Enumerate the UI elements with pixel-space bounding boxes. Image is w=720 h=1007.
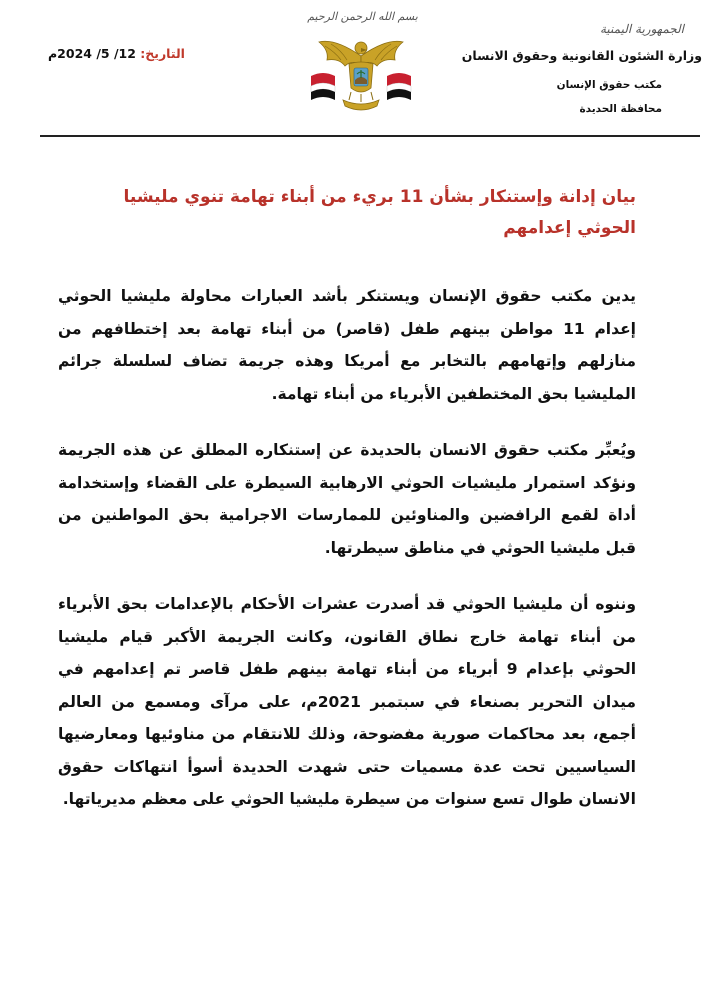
document-date bbox=[48, 46, 185, 61]
basmala-text: بسم الله الرحمن الرحيم bbox=[307, 10, 418, 23]
paragraph-2: ويُعبِّر مكتب حقوق الانسان بالحديدة عن إستنكاره المطلق عن هذه الجريمة ونؤكد استمرار مليشيات الحوثي الارهابية السيطرة على القضاء وإستخدامة أداة لقمع الرافضين والمناوئين للممارسات الاجرامية بحق المواطنين من قبل مليشيا الحوثي في مناطق سيطرتها. bbox=[58, 441, 636, 557]
office-name: مكتب حقوق الإنسان bbox=[556, 79, 662, 91]
yemen-eagle-emblem-icon bbox=[305, 30, 417, 118]
ministry-name: وزارة الشئون القانونية وحقوق الانسان bbox=[461, 48, 702, 63]
letterhead-right bbox=[446, 22, 706, 115]
paragraph-1: يدين مكتب حقوق الإنسان ويستنكر بأشد العبارات محاولة مليشيا الحوثي إعدام 11 مواطن بينهم طفل (قاصر) من أبناء تهامة بعد إختطافهم من منازلهم وإتهامهم بالتخابر مع أمريكا وهذه جريمة تضاف لسلسلة جرائم المليشيا بحق المختطفين الأبرياء من أبناء تهامة. bbox=[58, 287, 636, 403]
date-value: 12/ 5/ 2024م bbox=[48, 46, 136, 61]
statement-title: بيان إدانة وإستنكار بشأن 11 بريء من أبناء تهامة تنوي مليشيا الحوثي إعدامهم bbox=[123, 187, 636, 238]
governorate-name: محافظة الحديدة bbox=[579, 103, 662, 115]
republic-name: الجمهورية اليمنية bbox=[599, 22, 684, 36]
statement-body bbox=[58, 280, 636, 840]
header-divider bbox=[40, 135, 700, 137]
date-label: التاريخ: bbox=[140, 46, 185, 61]
paragraph-3: وننوه أن مليشيا الحوثي قد أصدرت عشرات الأحكام بالإعدامات بحق الأبرياء من أبناء تهامة خارج نطاق القانون، وكانت الجريمة الأكبر قيام مليشيا الحوثي بإعدام 9 أبرياء من أبناء تهامة بينهم طفل قاصر تم إعدامهم في ميدان التحرير بصنعاء في سبتمبر 2021م، على مرآى ومسمع من العالم أجمع، بعد محاكمات صورية مفضوحة، وذلك للانتقام من مناوئيها ومعارضيها السياسيين تحت عدة مسميات حتى شهدت الحديدة أسوأ انتهاكات حقوق الانسان طوال تسع سنوات من سيطرة مليشيا الحوثي على معظم مديرياتها. bbox=[58, 595, 637, 808]
